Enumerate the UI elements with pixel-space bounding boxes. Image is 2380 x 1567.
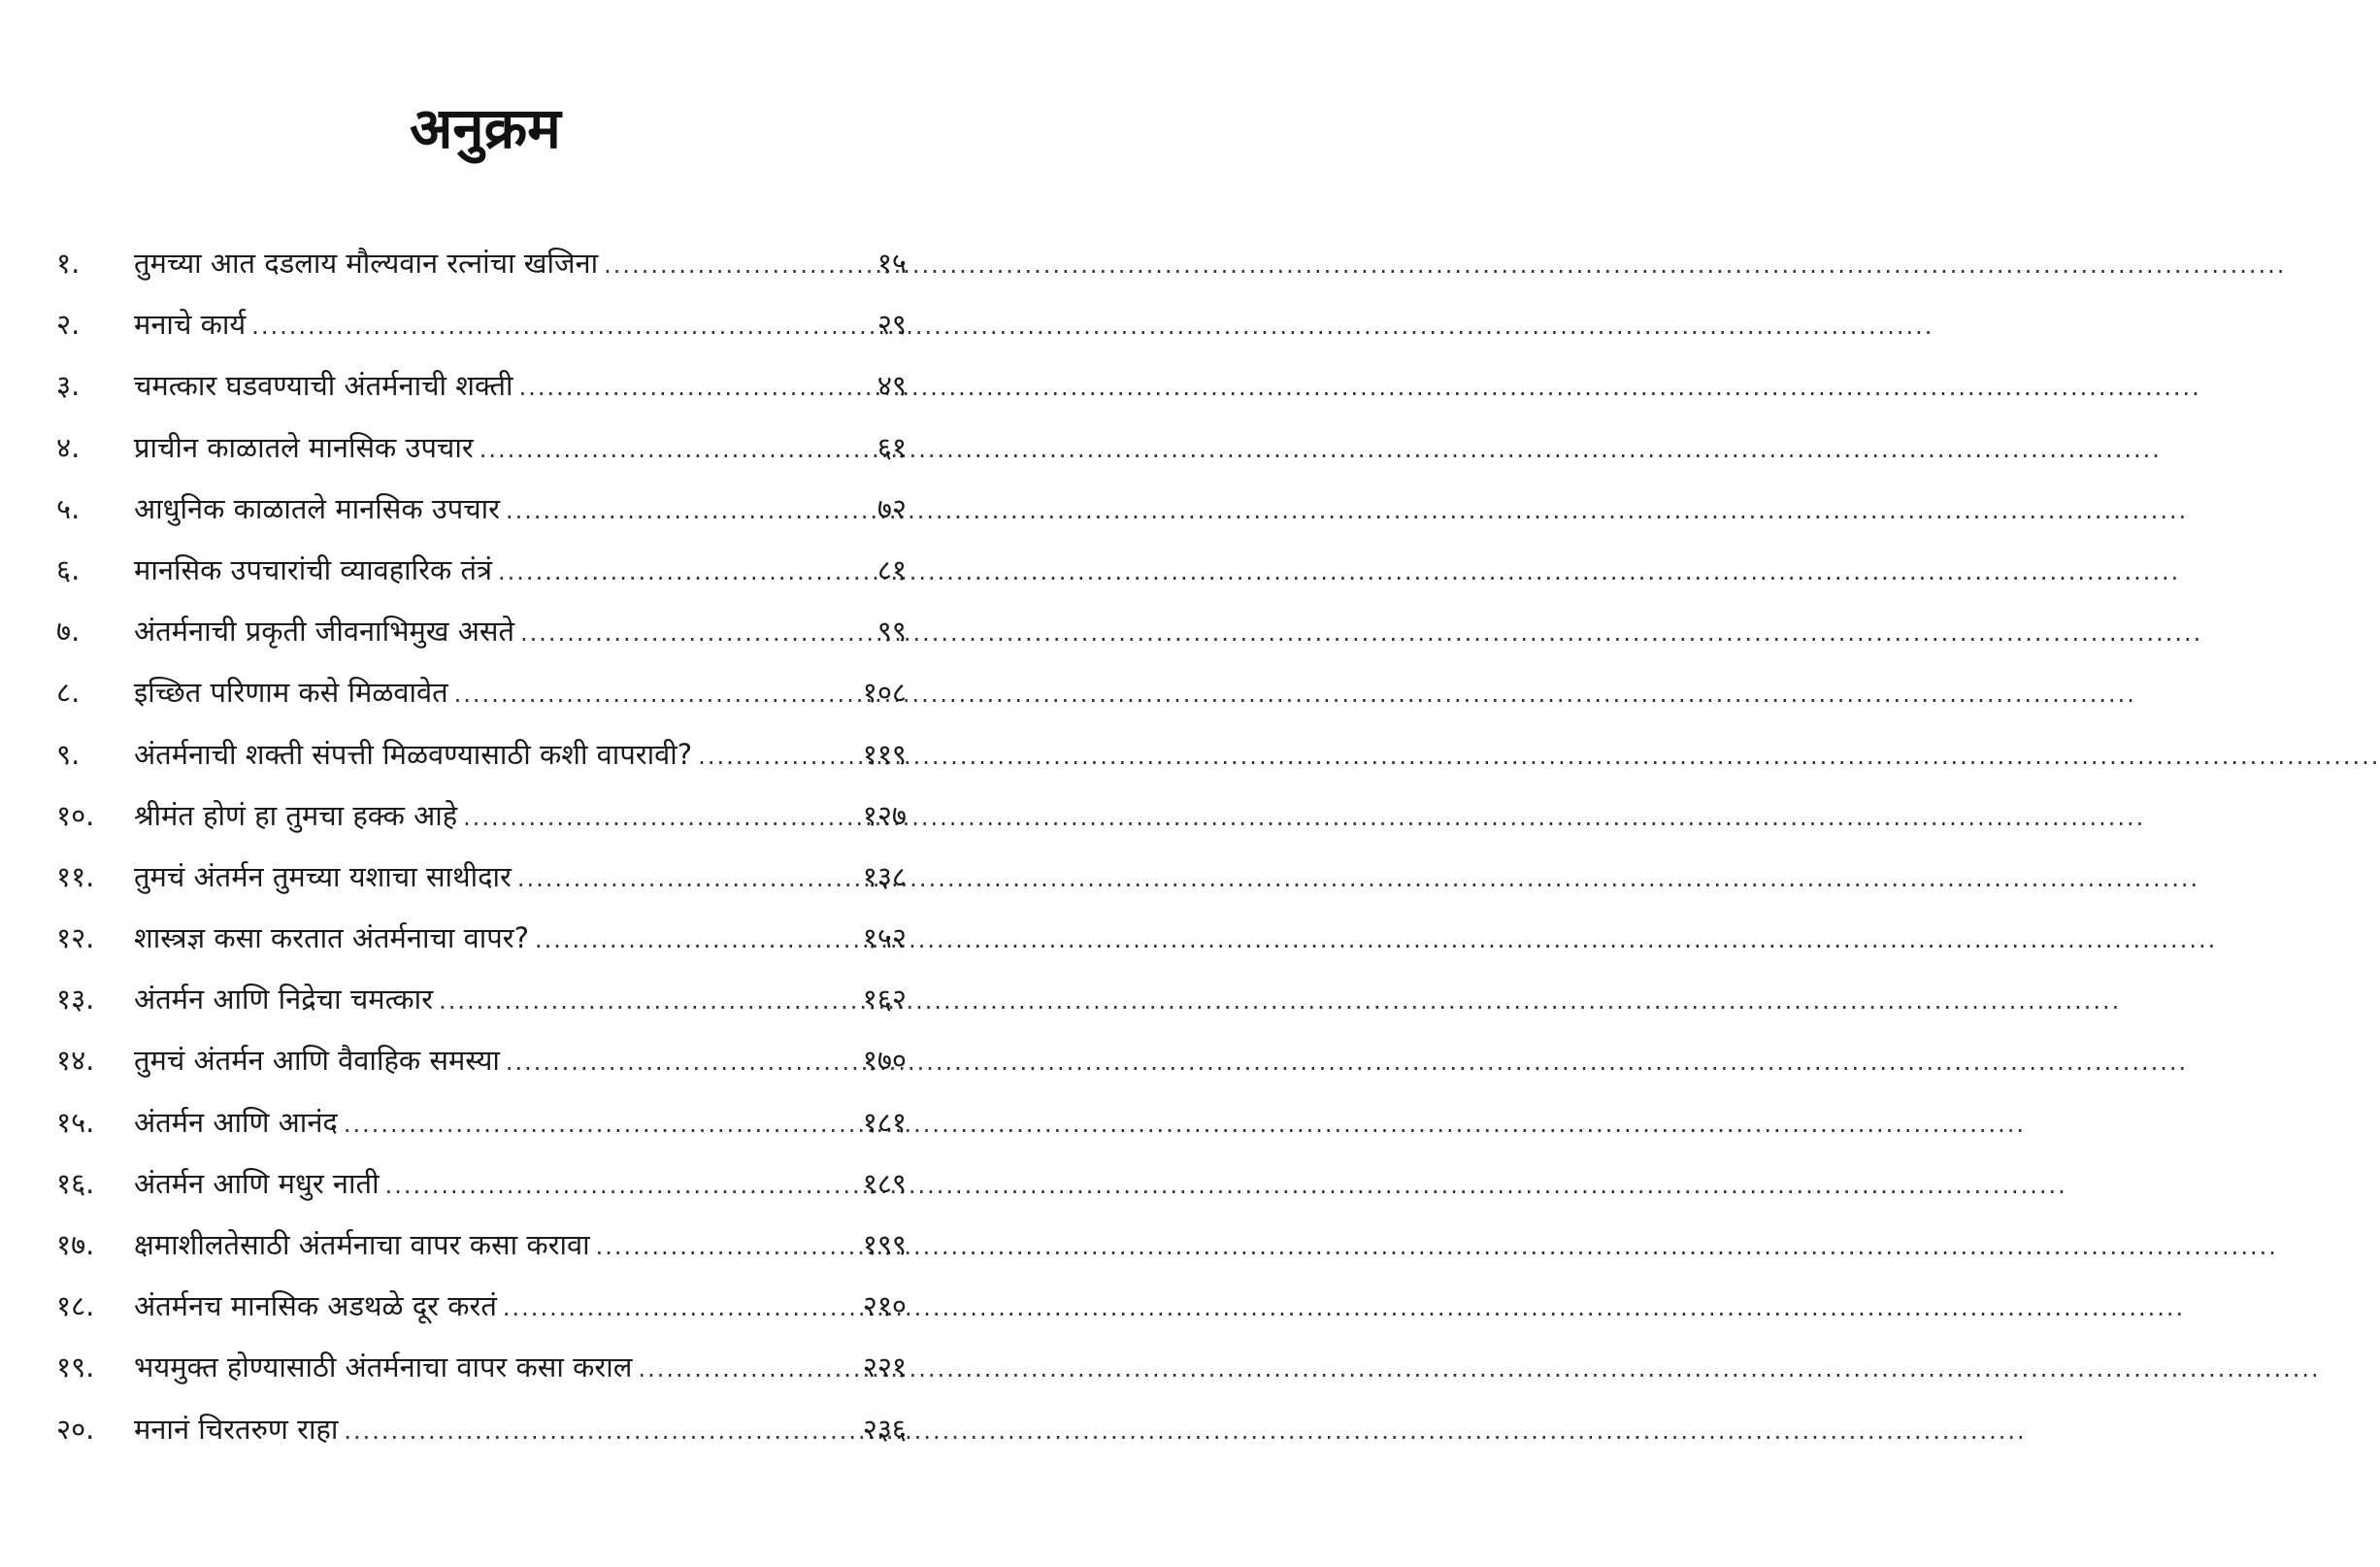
dot-leader xyxy=(344,1407,856,1455)
dot-leader xyxy=(638,1345,856,1393)
dot-leader xyxy=(344,1100,857,1149)
chapter-title: तुमचं अंतर्मन तुमच्या यशाचा साथीदार xyxy=(134,859,512,893)
chapter-title: प्राचीन काळातले मानसिक उपचार xyxy=(134,430,474,464)
chapter-number: १२. xyxy=(56,921,95,955)
chapter-number: १७. xyxy=(56,1228,95,1261)
chapter-title: अंतर्मनाची प्रकृती जीवनाभिमुख असते xyxy=(134,615,515,649)
chapter-title: श्रीमंत होणं हा तुमचा हक्क आहे xyxy=(134,798,458,832)
toc-entry xyxy=(0,361,971,422)
page-number: २१० xyxy=(862,1289,907,1323)
page-number: १०८ xyxy=(862,676,907,710)
chapter-title: अंतर्मन आणि आनंद xyxy=(134,1105,338,1139)
chapter-title: मानसिक उपचारांची व्यावहारिक तंत्रं xyxy=(134,552,493,586)
toc-entry xyxy=(0,1098,971,1159)
chapter-number: १४. xyxy=(56,1044,95,1078)
document-page xyxy=(0,0,971,1567)
chapter-number: १३. xyxy=(56,983,95,1017)
page-number: १७० xyxy=(862,1044,907,1078)
chapter-title: मनानं चिरतरुण राहा xyxy=(134,1412,339,1446)
dot-leader xyxy=(698,732,857,781)
toc-entry xyxy=(0,239,971,300)
chapter-number: ७. xyxy=(56,615,81,649)
dot-leader xyxy=(520,609,872,657)
chapter-number: १९. xyxy=(56,1350,95,1384)
toc-entry xyxy=(0,975,971,1036)
chapter-number: १५. xyxy=(56,1105,95,1139)
toc-entry xyxy=(0,607,971,668)
dot-leader xyxy=(251,302,872,350)
page-number: १८१ xyxy=(862,1105,907,1139)
chapter-title: अंतर्मनच मानसिक अडथळे दूर करतं xyxy=(134,1289,497,1323)
toc-entry xyxy=(0,300,971,361)
dot-leader xyxy=(596,1222,857,1271)
toc-entry xyxy=(0,1282,971,1343)
chapter-number: ११. xyxy=(56,859,95,893)
chapter-title: मनाचे कार्य xyxy=(134,308,247,342)
page-number: ८१ xyxy=(876,552,907,586)
toc-entry xyxy=(0,1343,971,1404)
chapter-title: चमत्कार घडवण्याची अंतर्मनाची शक्ती xyxy=(134,369,513,403)
page-number: १५ xyxy=(876,247,907,280)
toc-entry xyxy=(0,668,971,729)
dot-leader xyxy=(385,1161,857,1210)
page-title: अनुक्रम xyxy=(410,95,561,161)
page-number: १८९ xyxy=(862,1166,907,1200)
chapter-title: तुमच्या आत दडलाय मौल्यवान रत्नांचा खजिना xyxy=(134,247,599,280)
chapter-title: भयमुक्त होण्यासाठी अंतर्मनाचा वापर कसा कराल xyxy=(134,1350,633,1384)
page-number: १६२ xyxy=(862,983,907,1017)
dot-leader xyxy=(498,548,872,596)
page-number: १५२ xyxy=(862,921,907,955)
dot-leader xyxy=(506,486,872,535)
dot-leader xyxy=(519,363,872,412)
dot-leader xyxy=(506,1038,857,1086)
dot-leader xyxy=(503,1284,857,1332)
page-number: १९९ xyxy=(862,1228,907,1261)
page-number: २३६ xyxy=(862,1412,907,1446)
chapter-number: ५. xyxy=(56,491,81,525)
toc-entry xyxy=(0,423,971,484)
chapter-title: अंतर्मन आणि निद्रेचा चमत्कार xyxy=(134,983,434,1017)
dot-leader xyxy=(479,425,872,474)
chapter-number: ३. xyxy=(56,369,81,403)
chapter-number: २. xyxy=(56,308,81,342)
dot-leader xyxy=(517,854,857,903)
dot-leader xyxy=(454,670,857,718)
toc-entry xyxy=(0,1405,971,1466)
chapter-number: १६. xyxy=(56,1166,95,1200)
chapter-number: १०. xyxy=(56,798,95,832)
chapter-number: १८. xyxy=(56,1289,95,1323)
page-number: ९९ xyxy=(876,615,907,649)
page-number: ७२ xyxy=(876,491,907,525)
page-number: ६१ xyxy=(876,430,907,464)
chapter-title: शास्त्रज्ञ कसा करतात अंतर्मनाचा वापर? xyxy=(134,921,529,955)
toc-entry xyxy=(0,1036,971,1097)
table-of-contents xyxy=(0,239,971,1466)
toc-entry xyxy=(0,546,971,607)
dot-leader xyxy=(604,241,872,289)
page-number: १३८ xyxy=(862,859,907,893)
chapter-title: अंतर्मन आणि मधुर नाती xyxy=(134,1166,380,1200)
chapter-number: २०. xyxy=(56,1412,95,1446)
chapter-title: तुमचं अंतर्मन आणि वैवाहिक समस्या xyxy=(134,1044,500,1078)
page-number: १२७ xyxy=(862,798,907,832)
chapter-number: ६. xyxy=(56,552,81,586)
chapter-number: ८. xyxy=(56,676,81,710)
toc-entry xyxy=(0,852,971,914)
dot-leader xyxy=(439,977,857,1025)
chapter-title: अंतर्मनाची शक्ती संपत्ती मिळवण्यासाठी कशी वापरावी? xyxy=(134,737,693,771)
dot-leader xyxy=(463,793,857,842)
page-number: ४९ xyxy=(876,369,907,403)
chapter-title: इच्छित परिणाम कसे मिळवावेत xyxy=(134,676,448,710)
toc-entry xyxy=(0,791,971,852)
toc-entry xyxy=(0,730,971,791)
toc-entry xyxy=(0,1159,971,1220)
chapter-number: १. xyxy=(56,247,81,280)
page-number: ११९ xyxy=(862,737,907,771)
chapter-title: क्षमाशीलतेसाठी अंतर्मनाचा वापर कसा करावा xyxy=(134,1228,590,1261)
chapter-number: ९. xyxy=(56,737,81,771)
page-number: २९ xyxy=(876,308,907,342)
toc-entry xyxy=(0,914,971,975)
toc-entry xyxy=(0,484,971,546)
toc-entry xyxy=(0,1220,971,1282)
chapter-title: आधुनिक काळातले मानसिक उपचार xyxy=(134,491,501,525)
page-number: २२१ xyxy=(862,1350,907,1384)
dot-leader xyxy=(535,916,857,964)
chapter-number: ४. xyxy=(56,430,81,464)
